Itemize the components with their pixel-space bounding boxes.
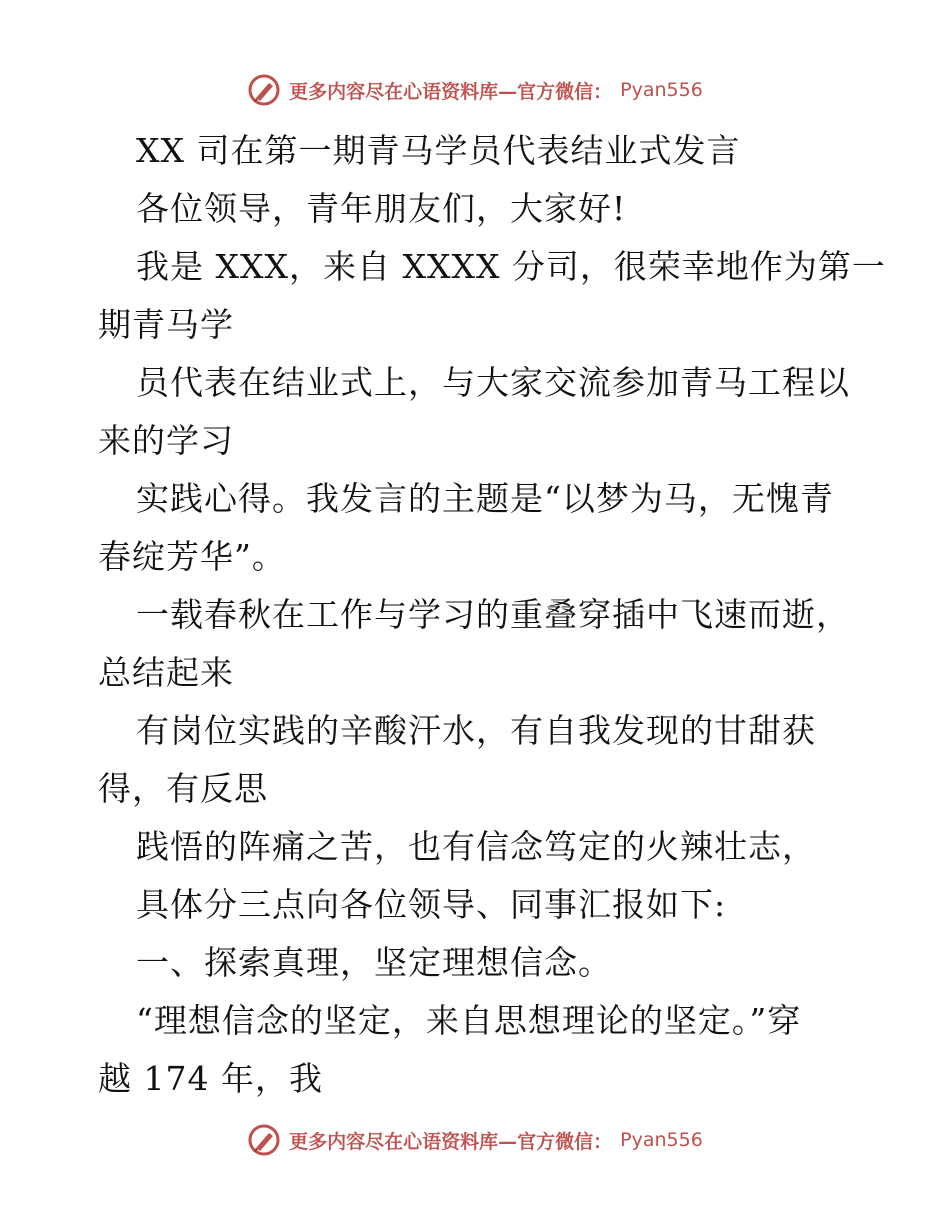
- paragraph-line: “理想信念的坚定，来自思想理论的坚定。”穿: [136, 1001, 802, 1040]
- footer-banner-text: 更多内容尽在心语资料库—官方微信：: [289, 1130, 613, 1153]
- paragraph-line: 有岗位实践的辛酸汗水，有自我发现的甘甜获: [136, 711, 816, 750]
- paragraph-line: 期青马学: [98, 305, 234, 344]
- header-banner: [0, 70, 950, 110]
- paragraph-line: 一载春秋在工作与学习的重叠穿插中飞速而逝，: [136, 595, 850, 634]
- paragraph-line: 我是 XXX，来自 XXXX 分司，很荣幸地作为第一: [136, 247, 886, 286]
- header-banner-text: 更多内容尽在心语资料库—官方微信：: [289, 80, 613, 103]
- paragraph-line: 来的学习: [98, 421, 234, 460]
- red-pen-logo-icon: [247, 1123, 281, 1157]
- paragraph-line: 总结起来: [98, 653, 234, 692]
- paragraph-line: 实践心得。我发言的主题是“以梦为马，无愧青: [136, 479, 834, 518]
- paragraph-line: 员代表在结业式上，与大家交流参加青马工程以: [136, 363, 850, 402]
- paragraph-line: 各位领导，青年朋友们，大家好!: [136, 189, 627, 228]
- footer-wechat-id: Pyan556: [620, 1129, 703, 1151]
- red-pen-logo-icon: [247, 73, 281, 107]
- document-title: XX 司在第一期青马学员代表结业式发言: [136, 131, 741, 170]
- paragraph-line: 得，有反思: [98, 769, 268, 808]
- paragraph-line: 春绽芳华”。: [98, 537, 286, 576]
- footer-banner: [0, 1120, 950, 1160]
- paragraph-line: 越 174 年，我: [98, 1059, 323, 1098]
- paragraph-line: 具体分三点向各位领导、同事汇报如下:: [136, 885, 727, 924]
- paragraph-line: 践悟的阵痛之苦，也有信念笃定的火辣壮志，: [136, 827, 816, 866]
- section-heading: 一、探索真理，坚定理想信念。: [136, 943, 612, 982]
- document-body: [98, 122, 886, 1108]
- header-wechat-id: Pyan556: [620, 79, 703, 101]
